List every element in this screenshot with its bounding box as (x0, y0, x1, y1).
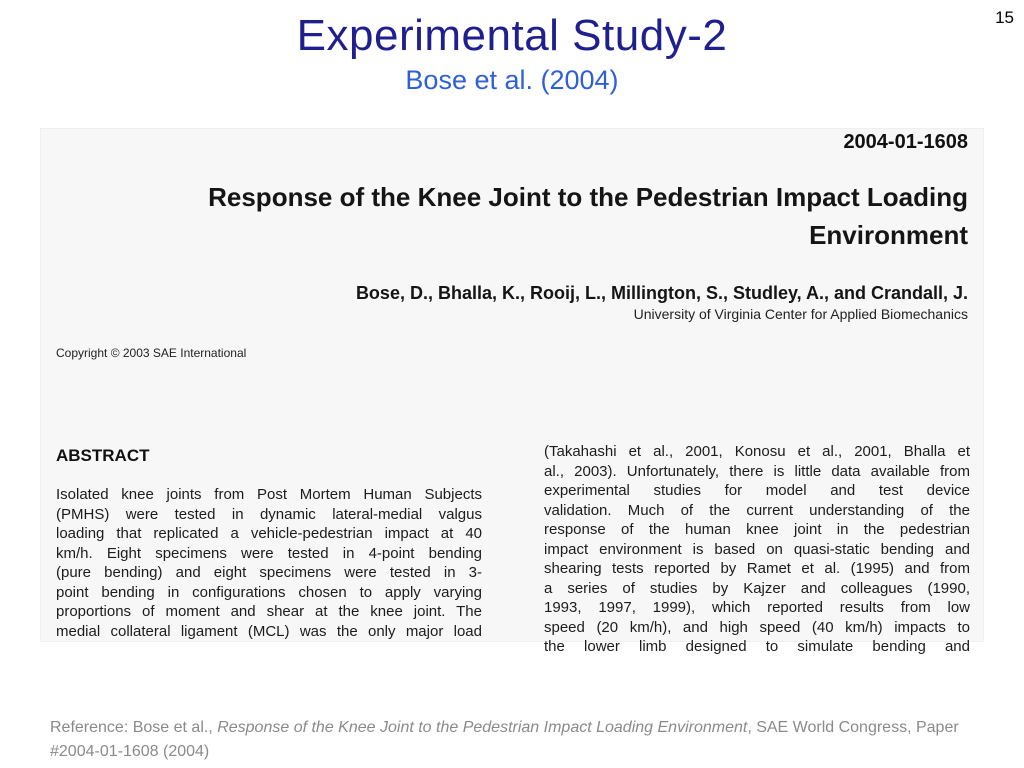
text-line: response of the human knee joint in the pedestrian (544, 521, 970, 538)
paper-authors: Bose, D., Bhalla, K., Rooij, L., Millington, S., Studley, A., and Crandall, J. (355, 283, 968, 303)
text-line: (pure bending) and eight specimens were tested in 3- (56, 564, 482, 581)
abstract-heading: ABSTRACT (56, 446, 150, 465)
text-line: point bending in configurations chosen to apply varying (56, 583, 482, 601)
paper-code: 2004-01-1608 (843, 131, 968, 153)
text-line: medial collateral ligament (MCL) was the only major load (56, 622, 482, 640)
reference-prefix: Reference: Bose et al., (50, 719, 218, 736)
text-line: validation. Much of the current understanding of the (544, 501, 970, 519)
paper-scan-image (40, 128, 984, 655)
text-line: proportions of moment and shear at the knee joint. The (56, 603, 482, 620)
slide-title: Experimental Study-2 (296, 11, 728, 60)
slide-subtitle: Bose et al. (2004) (405, 65, 619, 95)
text-line-cut: the lower limb designed to simulate bending and (544, 638, 970, 655)
text-line: (Takahashi et al., 2001, Konosu et al., 2001, Bhalla et (544, 443, 970, 460)
text-line: loading that replicated a vehicle-pedestrian impact at 40 (56, 525, 482, 542)
reference-suffix: , SAE World Congress, Paper #2004-01-1608 (2004) (50, 719, 959, 760)
paper-title (68, 178, 968, 254)
text-line: speed (20 km/h), and high speed (40 km/h) impacts to (544, 618, 970, 636)
text-line: Isolated knee joints from Post Mortem Human Subjects (56, 486, 482, 503)
text-line: 1993, 1997, 1999), which reported results from low (544, 599, 970, 616)
text-line: impact environment is based on quasi-static bending and (544, 540, 970, 558)
abstract-left-column (56, 485, 482, 641)
reference-citation (50, 716, 980, 764)
text-line: a series of studies by Kajzer and colleagues (1990, (544, 579, 970, 597)
text-line: km/h. Eight specimens were tested in 4-point bending (56, 544, 482, 562)
slide-number: 15 (995, 8, 1014, 27)
paper-copyright: Copyright © 2003 SAE International (56, 346, 247, 360)
reference-title: Response of the Knee Joint to the Pedestrian Impact Loading Environment (217, 719, 748, 736)
paper-title-line: Environment (809, 220, 968, 250)
paper-title-line: Response of the Knee Joint to the Pedestrian Impact Loading (208, 182, 968, 212)
text-line: (PMHS) were tested in dynamic lateral-medial valgus (56, 505, 482, 523)
paper-affiliation: University of Virginia Center for Applied Biomechanics (633, 306, 968, 322)
text-line: shearing tests reported by Ramet et al. (1995) and from (544, 560, 970, 577)
text-line: al., 2003). Unfortunately, there is little data available from (544, 462, 970, 480)
abstract-right-column (544, 442, 970, 655)
text-line: experimental studies for model and test device (544, 482, 970, 499)
